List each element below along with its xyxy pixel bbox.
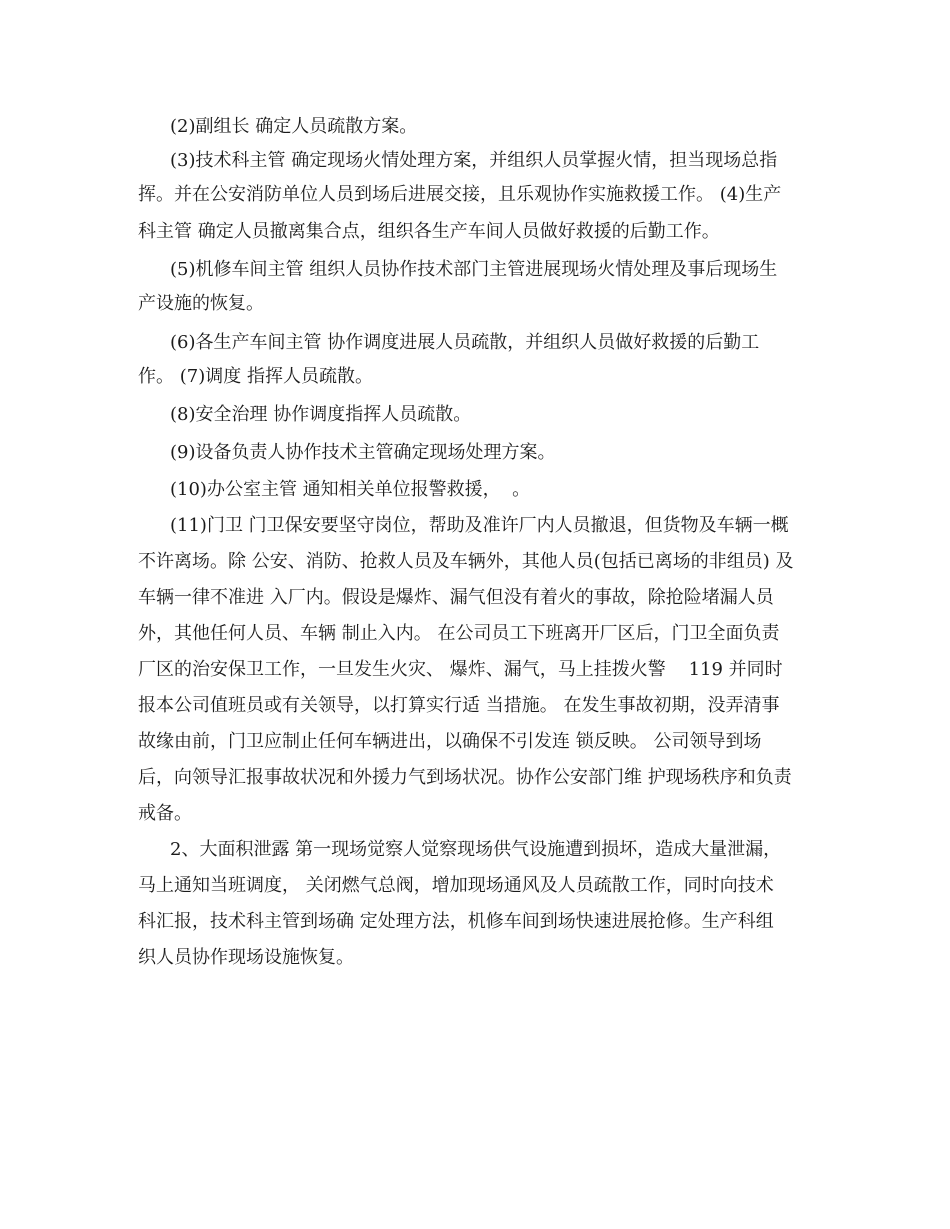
text-line-04: 科主管 确定人员撤离集合点，组织各生产车间人员做好救援的后勤工作。 [138, 221, 720, 242]
text-line-20: 戒备。 [138, 803, 192, 824]
text-line-07: (6)各生产车间主管 协作调度进展人员疏散，并组织人员做好救援的后勤工 [170, 332, 760, 353]
text-line-08: 作。 (7)调度 指挥人员疏散。 [138, 366, 373, 387]
text-line-22: 马上通知当班调度， 关闭燃气总阀，增加现场通风及人员疏散工作，同时向技术 [138, 875, 774, 896]
text-line-17: 报本公司值班员或有关领导，以打算实行适 当措施。 在发生事故初期，没弄清事 [138, 695, 780, 716]
text-line-21: 2、大面积泄露 第一现场觉察人觉察现场供气设施遭到损坏，造成大量泄漏， [170, 839, 782, 860]
text-line-03: 挥。并在公安消防单位人员到场后进展交接，且乐观协作实施救援工作。 (4)生产 [138, 184, 782, 205]
text-line-11: (10)办公室主管 通知相关单位报警救援， 。 [170, 479, 531, 500]
text-line-13: 不许离场。除 公安、消防、抢救人员及车辆外，其他人员(包括已离场的非组员) 及 [138, 551, 794, 572]
text-line-05: (5)机修车间主管 组织人员协作技术部门主管进展现场火情处理及事后现场生 [170, 259, 778, 280]
text-line-24: 织人员协作现场设施恢复。 [138, 947, 354, 968]
text-line-01: (2)副组长 确定人员疏散方案。 [170, 116, 418, 137]
text-line-23: 科汇报，技术科主管到场确 定处理方法，机修车间到场快速进展抢修。生产科组 [138, 911, 774, 932]
text-line-10: (9)设备负责人协作技术主管确定现场处理方案。 [170, 442, 556, 463]
text-line-12: (11)门卫 门卫保安要坚守岗位，帮助及准许厂内人员撤退，但货物及车辆一概 [170, 515, 789, 536]
text-line-19: 后，向领导汇报事故状况和外援力气到场状况。协作公安部门维 护现场秩序和负责 [138, 767, 792, 788]
text-line-06: 产设施的恢复。 [138, 293, 264, 314]
text-line-18: 故缘由前，门卫应制止任何车辆进出，以确保不引发连 锁反映。 公司领导到场 [138, 731, 762, 752]
text-line-16: 厂区的治安保卫工作，一旦发生火灾、 爆炸、漏气，马上挂拨火警 119 并同时 [138, 659, 783, 680]
text-line-15: 外，其他任何人员、车辆 制止入内。 在公司员工下班离开厂区后，门卫全面负责 [138, 623, 780, 644]
text-line-14: 车辆一律不准进 入厂内。假设是爆炸、漏气但没有着火的事故，除抢险堵漏人员 [138, 587, 774, 608]
text-line-02: (3)技术科主管 确定现场火情处理方案，并组织人员掌握火情，担当现场总指 [170, 150, 778, 171]
text-line-09: (8)安全治理 协作调度指挥人员疏散。 [170, 404, 472, 425]
